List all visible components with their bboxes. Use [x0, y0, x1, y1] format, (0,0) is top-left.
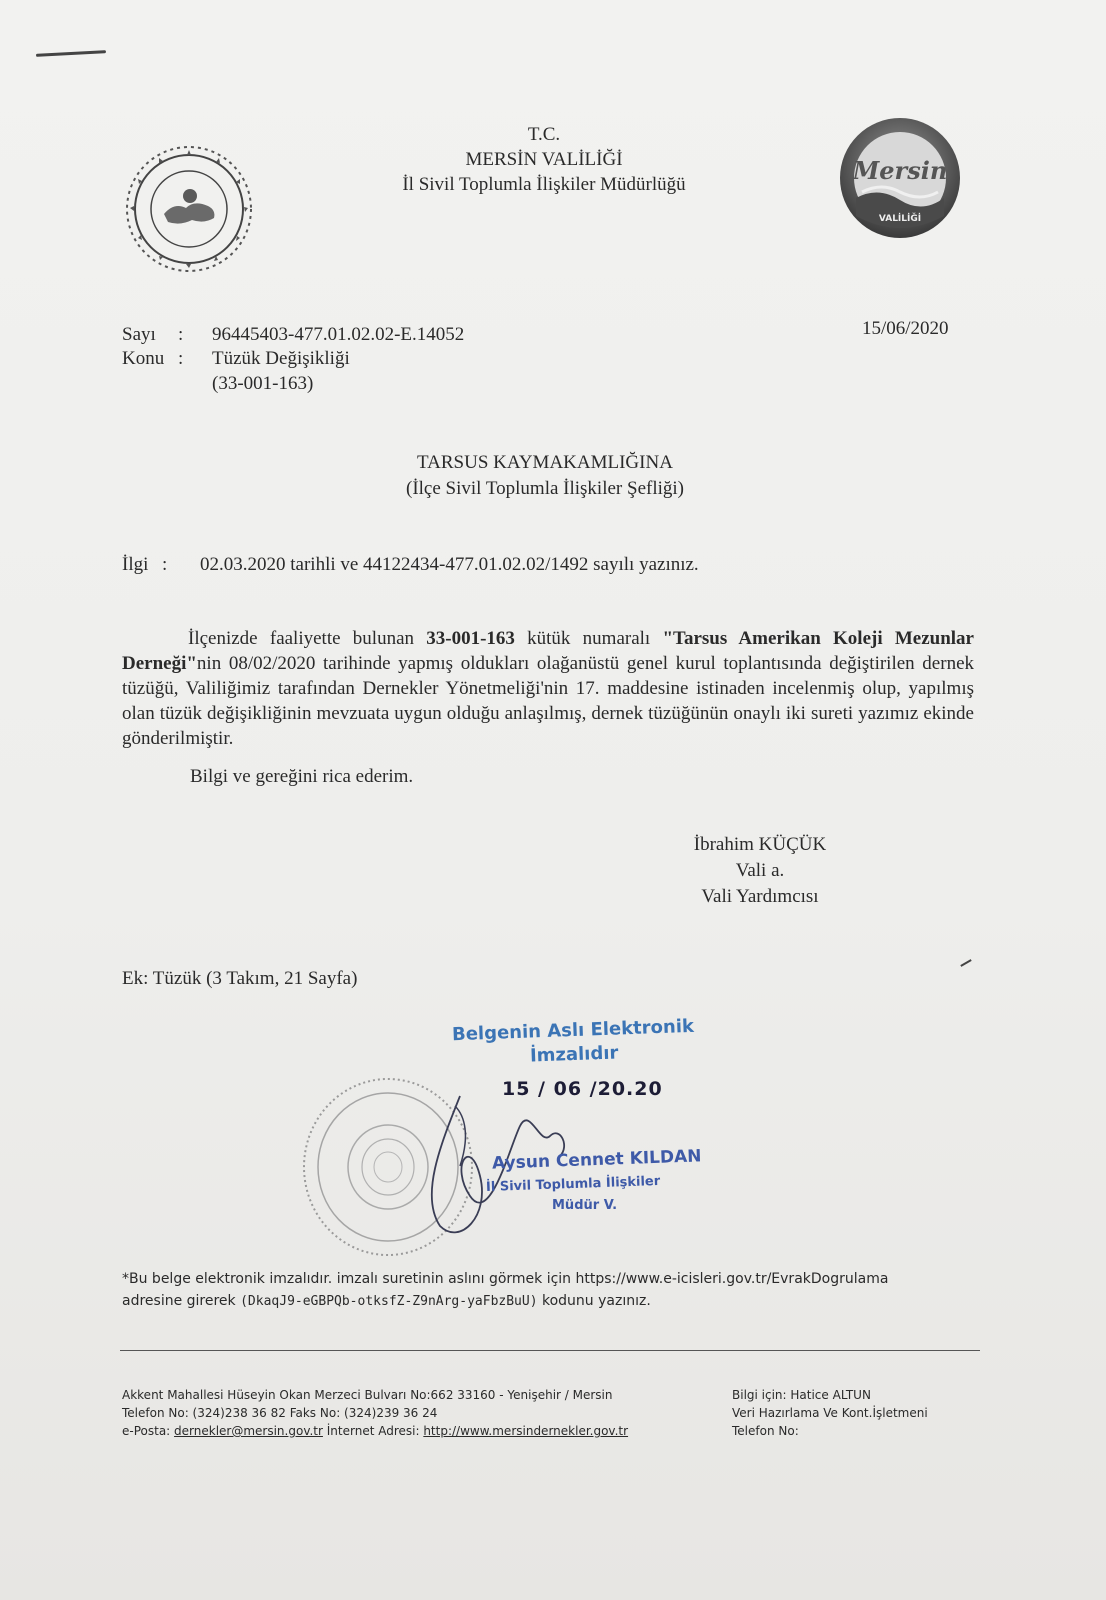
footer-contact [122, 1386, 712, 1440]
signer-title-2: Vali Yardımcısı [701, 886, 819, 907]
header-directorate: İl Sivil Toplumla İlişkiler Müdürlüğü [402, 174, 686, 195]
stamp-signer-role-1: İl Sivil Toplumla İlişkiler [485, 1173, 661, 1196]
footer-email-link[interactable]: dernekler@mersin.gov.tr [174, 1424, 323, 1438]
footer-web-link[interactable]: http://www.mersindernekler.gov.tr [423, 1424, 629, 1438]
electronic-signature-stamp-line1: Belgenin Aslı Elektronik [451, 1015, 695, 1046]
signature-block [660, 832, 860, 910]
signer-title-1: Vali a. [735, 860, 785, 881]
footer-info [732, 1386, 972, 1440]
verification-line-1: *Bu belge elektronik imzalıdır. imzalı suretinin aslını görmek için https://www.e-icisleri.gov.tr/EvrakDogrulama [122, 1271, 889, 1287]
recipient-unit: (İlçe Sivil Toplumla İlişkiler Şefliği) [406, 478, 684, 499]
header-block [294, 122, 794, 197]
body-text-a: İlçenizde faaliyette bulunan [188, 628, 427, 649]
verification-note [122, 1268, 1002, 1313]
footer-email-web: e-Posta: dernekler@mersin.gov.tr İnternet Adresi: http://www.mersindernekler.gov.tr [122, 1424, 629, 1438]
konu-label: Konu [122, 348, 165, 369]
body-record-number: 33-001-163 [426, 628, 515, 649]
pen-mark [36, 50, 106, 57]
sayi-colon: : [178, 324, 184, 345]
sayi-value: 96445403-477.01.02.02-E.14052 [212, 324, 465, 345]
signer-name: İbrahim KÜÇÜK [693, 834, 827, 855]
recipient-block [300, 450, 790, 502]
body-paragraph [122, 626, 974, 751]
document-date: 15/06/2020 [862, 318, 949, 339]
body-text-b: kütük numaralı [514, 628, 663, 649]
footer-info-role: Veri Hazırlama Ve Kont.İşletmeni [732, 1406, 928, 1420]
pen-tick [960, 959, 971, 967]
sayi-label: Sayı [122, 324, 156, 345]
mersin-logo-bottom-text: VALİLİĞİ [878, 214, 922, 224]
verification-code[interactable]: (DkaqJ9-eGBPQb-otksfZ-Z9nArg-yaFbzBuU) [240, 1294, 538, 1309]
konu-value: Tüzük Değişikliği [212, 348, 350, 369]
ilgi-text: 02.03.2020 tarihli ve 44122434-477.01.02.02/1492 sayılı yazınız. [200, 554, 699, 575]
body-association-name: "Tarsus Amerikan Koleji Mezunlar Derneği" [122, 628, 974, 674]
body-closing: Bilgi ve gereğini rica ederim. [190, 766, 414, 787]
footer-phone: Telefon No: (324)238 36 82 Faks No: (324)239 36 24 [122, 1406, 438, 1420]
footer-info-contact: Bilgi için: Hatice ALTUN [732, 1388, 871, 1402]
stamp-signer-role-2: Müdür V. [552, 1198, 618, 1213]
mersin-logo-text: Mersin [852, 156, 948, 185]
stamp-date: 15 / 06 /20.20 [502, 1078, 663, 1100]
header-valilik: MERSİN VALİLİĞİ [465, 149, 623, 170]
konu-colon: : [178, 348, 184, 369]
ilgi-colon: : [162, 554, 168, 575]
body-text-c: nin 08/02/2020 tarihinde yapmış oldukları olağanüstü genel kurul toplantısında değiştirilen dernek tüzüğü, Valiliğimiz tarafından Dernekler Yönetmeliği'nin 17. maddesine istinaden incelenmiş olup, yapılmış olan tüzük değişikliğinin mevzuata uygun olduğu anlaşılmış, dernek tüzüğünün onaylı iki sureti yazımız ekinde gönderilmiştir. [122, 653, 974, 749]
footer-address: Akkent Mahallesi Hüseyin Okan Merzeci Bulvarı No:662 33160 - Yenişehir / Mersin [122, 1388, 613, 1402]
mersin-governorship-logo [838, 116, 962, 240]
ministry-emblem-logo [124, 144, 254, 274]
electronic-signature-stamp-line2: İmzalıdır [529, 1042, 619, 1067]
verification-line-2: adresine girerek (DkaqJ9-eGBPQb-otksfZ-Z9nArg-yaFbzBuU) kodunu yazınız. [122, 1293, 651, 1309]
konu-code: (33-001-163) [212, 373, 314, 394]
recipient-name: TARSUS KAYMAKAMLIĞINA [417, 452, 673, 473]
stamp-signer-name: Aysun Cennet KILDAN [491, 1146, 702, 1174]
attachment-line: Ek: Tüzük (3 Takım, 21 Sayfa) [122, 968, 358, 989]
ilgi-label: İlgi [122, 554, 149, 575]
footer-info-phone: Telefon No: [732, 1424, 799, 1438]
footer-divider [120, 1350, 980, 1351]
header-tc: T.C. [527, 124, 561, 145]
